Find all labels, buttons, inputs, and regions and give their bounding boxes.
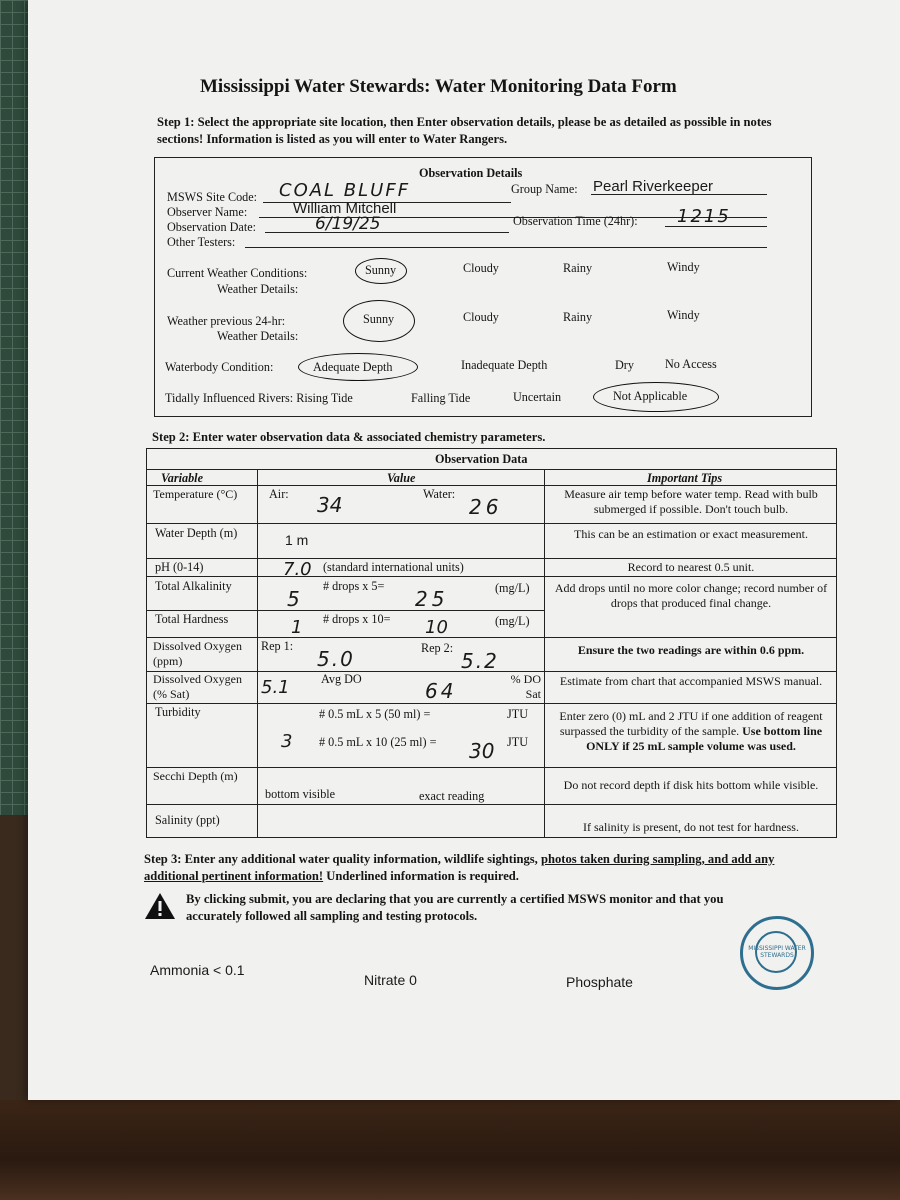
other-testers-line [245, 247, 767, 248]
table-rule [147, 703, 836, 704]
alkalinity-formula: # drops x 5= [323, 579, 385, 593]
tidal-uncertain[interactable]: Uncertain [513, 390, 562, 404]
turbidity-value[interactable]: 30 [469, 739, 495, 763]
site-code-label: MSWS Site Code: [167, 190, 258, 204]
tidal-rising-tide[interactable]: Tidally Influenced Rivers: Rising Tide [165, 391, 353, 405]
observation-details-heading: Observation Details [419, 166, 523, 180]
observation-time-value[interactable]: 1215 [677, 206, 731, 227]
ammonia-note[interactable]: Ammonia < 0.1 [150, 962, 245, 978]
declaration-text: By clicking submit, you are declaring that you are currently a certified MSWS monitor and that you accurately followed all sampling and testing protocols. [186, 892, 724, 923]
tidal-falling-tide[interactable]: Falling Tide [411, 391, 471, 405]
ph-value[interactable]: 7.0 [283, 559, 312, 580]
salinity-label: Salinity (ppt) [155, 813, 220, 827]
current-weather-sunny[interactable]: Sunny [365, 263, 397, 277]
alkalinity-drops[interactable]: 5 [287, 587, 300, 611]
avg-do-label: Avg DO [321, 672, 362, 686]
previous-weather-windy[interactable]: Windy [667, 308, 700, 322]
pct-do-value[interactable]: 64 [425, 679, 457, 703]
alkalinity-value[interactable]: 25 [415, 587, 449, 611]
warning-icon [144, 892, 176, 920]
secchi-depth-tip: Do not record depth if disk hits bottom while visible. [563, 778, 819, 792]
turbidity-label: Turbidity [155, 705, 201, 719]
tidal-selection-circle [593, 382, 719, 412]
col-header-value: Value [387, 471, 416, 485]
observation-details-box [154, 157, 812, 417]
secchi-depth-label: Secchi Depth (m) [153, 769, 238, 783]
site-code-value[interactable]: COAL BLUFF [279, 180, 411, 201]
step3-rest: Underlined information is required. [326, 869, 519, 883]
waterbody-condition-label: Waterbody Condition: [165, 360, 274, 374]
table-rule [147, 610, 545, 611]
table-column-rule [544, 469, 545, 837]
water-depth-label: Water Depth (m) [155, 526, 238, 540]
current-weather-selection-circle [355, 258, 407, 284]
group-name-value[interactable]: Pearl Riverkeeper [593, 178, 714, 195]
step3-intro: Step 3: Enter any additional water quality information, wildlife sightings, [144, 852, 538, 866]
temperature-label: Temperature (°C) [153, 487, 238, 501]
current-weather-details-label: Weather Details: [217, 282, 299, 296]
waterbody-dry[interactable]: Dry [615, 358, 634, 372]
other-testers-label: Other Testers: [167, 235, 236, 249]
form-title: Mississippi Water Stewards: Water Monitoring Data Form [200, 76, 677, 97]
data-form-sheet [28, 0, 900, 1100]
previous-weather-label: Weather previous 24-hr: [167, 314, 286, 328]
rep1-value[interactable]: 5.0 [317, 647, 355, 671]
turbidity-tip [549, 709, 833, 754]
turbidity-jtu-1: JTU [507, 707, 528, 721]
hardness-units: (mg/L) [495, 614, 530, 628]
table-rule [147, 767, 836, 768]
salinity-tip: If salinity is present, do not test for hardness. [583, 820, 799, 834]
observation-data-table [146, 448, 837, 838]
pct-do-label: % DO Sat [510, 672, 541, 701]
air-temp-value[interactable]: 34 [317, 493, 343, 517]
waterbody-no-access[interactable]: No Access [665, 357, 717, 371]
current-weather-cloudy[interactable]: Cloudy [463, 261, 499, 275]
water-temp-value[interactable]: 26 [469, 495, 503, 519]
current-weather-rainy[interactable]: Rainy [563, 261, 593, 275]
alkalinity-units: (mg/L) [495, 581, 530, 595]
observer-name-label: Observer Name: [167, 205, 248, 219]
table-rule [147, 804, 836, 805]
table-rule [147, 523, 836, 524]
turbidity-formula-50ml: # 0.5 mL x 5 (50 ml) = [319, 707, 431, 721]
waterbody-selection-circle [298, 353, 418, 381]
observation-date-value[interactable]: 6/19/25 [315, 214, 381, 234]
ph-tip: Record to nearest 0.5 unit. [627, 560, 755, 574]
hardness-formula: # drops x 10= [323, 612, 391, 626]
current-weather-label: Current Weather Conditions: [167, 266, 308, 280]
table-rule [147, 576, 836, 577]
water-depth-value[interactable]: 1 m [285, 532, 309, 548]
dissolved-oxygen-sat-label: Dissolved Oxygen (% Sat) [153, 672, 242, 701]
table-column-rule [257, 469, 258, 837]
previous-weather-selection-circle [343, 300, 415, 342]
step1-instructions: Step 1: Select the appropriate site location, then Enter observation details, please be as detailed as possible in notes sections! Information is listed as you will enter to Water Rangers. [157, 115, 772, 146]
phosphate-note[interactable]: Phosphate [566, 974, 633, 990]
turbidity-tip-bold: Use bottom line ONLY if 25 mL sample volume was used. [586, 724, 823, 753]
avg-do-value[interactable]: 5.1 [261, 677, 290, 698]
waterbody-adequate-depth[interactable]: Adequate Depth [313, 360, 393, 374]
current-weather-windy[interactable]: Windy [667, 260, 700, 274]
hardness-drops[interactable]: 1 [291, 617, 303, 638]
secchi-bottom-visible[interactable]: bottom visible [265, 787, 336, 801]
waterbody-inadequate-depth[interactable]: Inadequate Depth [461, 358, 548, 372]
turbidity-tip-text: Enter zero (0) mL and 2 JTU if one addition of reagent surpassed the turbidity of the sample. [559, 709, 823, 738]
temperature-tip: Measure air temp before water temp. Read with bulb submerged if possible. Don't touch bulb. [564, 487, 818, 516]
previous-weather-details-label: Weather Details: [217, 329, 299, 343]
dissolved-oxygen-sat-tip: Estimate from chart that accompanied MSWS manual. [559, 674, 823, 688]
group-name-label: Group Name: [511, 182, 578, 196]
previous-weather-rainy[interactable]: Rainy [563, 310, 593, 324]
alkalinity-tip: Add drops until no more color change; record number of drops that produced final change. [554, 581, 828, 610]
turbidity-jtu-2: JTU [507, 735, 528, 749]
rep1-label: Rep 1: [261, 639, 294, 653]
observation-time-label: Observation Time (24hr): [513, 214, 638, 228]
col-header-tips: Important Tips [647, 471, 723, 485]
rep2-label: Rep 2: [421, 641, 454, 655]
previous-weather-cloudy[interactable]: Cloudy [463, 310, 499, 324]
observation-data-heading: Observation Data [435, 452, 528, 466]
msws-seal-logo [740, 916, 814, 990]
ph-units: (standard international units) [323, 560, 464, 574]
dissolved-oxygen-tip: Ensure the two readings are within 0.6 ppm. [577, 643, 805, 657]
step2-instructions: Step 2: Enter water observation data & associated chemistry parameters. [152, 430, 546, 444]
observation-date-line [265, 232, 509, 233]
step3-instructions [144, 851, 804, 885]
ph-label: pH (0-14) [155, 560, 204, 574]
col-header-variable: Variable [161, 471, 203, 485]
water-temp-label: Water: [423, 487, 456, 501]
air-temp-label: Air: [269, 487, 289, 501]
step3-required-text: photos taken during sampling, and add any additional pertinent information! [144, 852, 775, 883]
observer-name-value[interactable]: William Mitchell [293, 200, 397, 217]
table-rule [147, 558, 836, 559]
nitrate-note[interactable]: Nitrate 0 [364, 972, 417, 988]
alkalinity-label: Total Alkalinity [155, 579, 232, 593]
rep2-value[interactable]: 5.2 [461, 649, 499, 673]
observation-date-label: Observation Date: [167, 220, 257, 234]
table-rule [147, 637, 836, 638]
water-depth-tip: This can be an estimation or exact measurement. [574, 527, 808, 541]
hardness-value[interactable]: 10 [425, 617, 448, 638]
hardness-label: Total Hardness [155, 612, 229, 626]
turbidity-formula-25ml: # 0.5 mL x 10 (25 ml) = [319, 735, 437, 749]
table-surface-background [0, 1100, 900, 1200]
secchi-exact-reading[interactable]: exact reading [419, 789, 485, 803]
tidal-not-applicable[interactable]: Not Applicable [613, 389, 688, 403]
table-rule [147, 485, 836, 486]
dissolved-oxygen-ppm-label: Dissolved Oxygen (ppm) [153, 639, 242, 668]
turbidity-drops[interactable]: 3 [281, 731, 293, 752]
previous-weather-sunny[interactable]: Sunny [363, 312, 395, 326]
table-rule [147, 469, 836, 470]
seal-text: MISSISSIPPI WATER STEWARDS [748, 945, 806, 959]
